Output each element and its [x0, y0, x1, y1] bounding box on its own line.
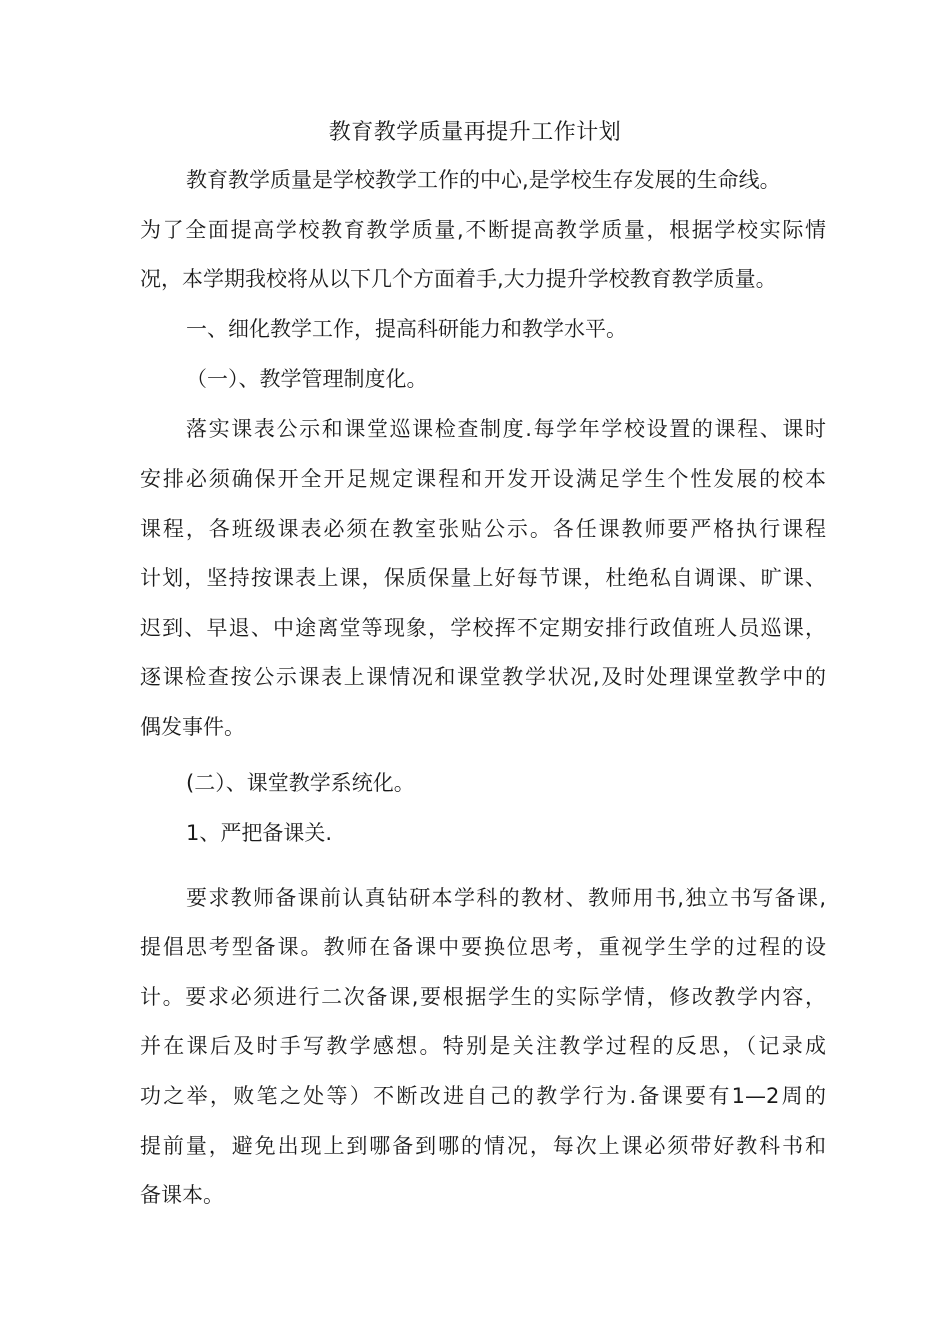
- section-heading: 一、细化教学工作，提高科研能力和教学水平。: [186, 317, 627, 341]
- paragraph-line: 逐课检查按公示课表上课情况和课堂教学状况,及时处理课堂教学中的: [140, 665, 826, 689]
- paragraph-line: 迟到、早退、中途离堂等现象，学校挥不定期安排行政值班人员巡课，: [140, 616, 826, 640]
- item-heading: 1、严把备课关.: [186, 821, 333, 845]
- paragraph-line: 提前量，避免出现上到哪备到哪的情况，每次上课必须带好教科书和: [140, 1134, 826, 1158]
- paragraph-line: 教育教学质量是学校教学工作的中心,是学校生存发展的生命线。: [186, 168, 781, 192]
- document-title: 教育教学质量再提升工作计划: [328, 120, 622, 145]
- paragraph-line: 偶发事件。: [140, 715, 245, 739]
- paragraph-line: 课程，各班级课表必须在教室张贴公示。各任课教师要严格执行课程: [140, 517, 826, 541]
- paragraph-line: 为了全面提高学校教育教学质量,不断提高教学质量，根据学校实际情: [140, 218, 826, 242]
- paragraph-line: 要求教师备课前认真钻研本学科的教材、教师用书,独立书写备课,: [186, 886, 826, 910]
- subsection-heading: （一）、教学管理制度化。: [186, 367, 428, 391]
- subsection-heading: (二）、课堂教学系统化。: [186, 771, 415, 795]
- paragraph-line: 计划，坚持按课表上课，保质保量上好每节课，杜绝私自调课、旷课、: [140, 566, 826, 590]
- paragraph-line: 况，本学期我校将从以下几个方面着手,大力提升学校教育教学质量。: [140, 267, 777, 291]
- paragraph-line: 安排必须确保开全开足规定课程和开发开设满足学生个性发展的校本: [140, 467, 826, 491]
- paragraph-line: 计。要求必须进行二次备课,要根据学生的实际学情，修改教学内容，: [140, 985, 826, 1009]
- paragraph-line: 落实课表公示和课堂巡课检查制度.每学年学校设置的课程、课时: [186, 417, 826, 441]
- paragraph-line: 备课本。: [140, 1183, 224, 1207]
- paragraph-line: 并在课后及时手写教学感想。特别是关注教学过程的反思，（记录成: [140, 1034, 826, 1058]
- paragraph-line: 提倡思考型备课。教师在备课中要换位思考，重视学生学的过程的设: [140, 935, 826, 959]
- paragraph-line: 功之举，败笔之处等）不断改进自己的教学行为.备课要有1—2周的: [140, 1084, 826, 1108]
